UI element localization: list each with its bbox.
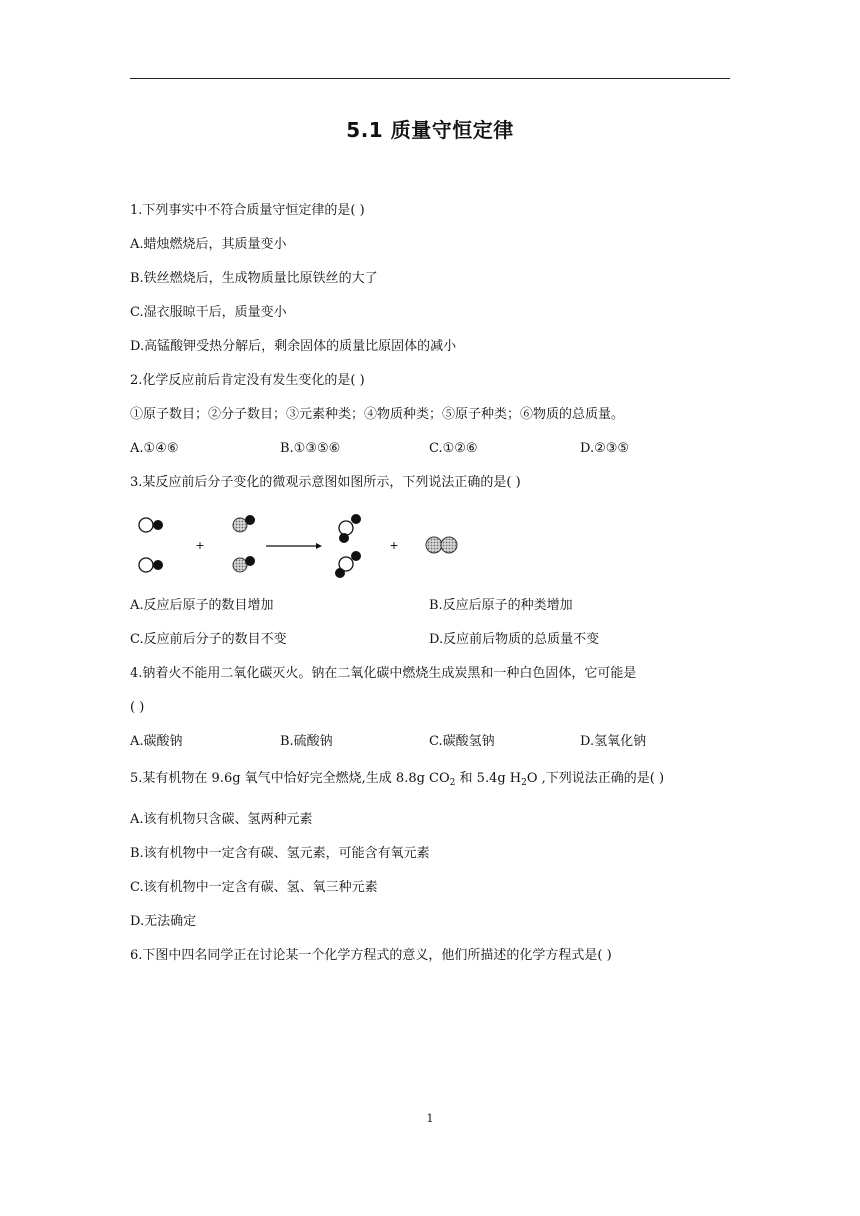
q5-stem bbox=[130, 770, 664, 788]
plus-sign-2: + bbox=[389, 539, 399, 552]
q1-stem: 1.下列事实中不符合质量守恒定律的是( ) bbox=[130, 203, 365, 218]
q5-option-d: D.无法确定 bbox=[130, 914, 197, 929]
q4-option-c: C.碳酸氢钠 bbox=[429, 734, 495, 749]
product-molecule-b bbox=[335, 551, 361, 578]
q5-option-c: C.该有机物中一定含有碳、氢、氧三种元素 bbox=[130, 880, 378, 895]
q5-stem-part-b: 和 5.4g H bbox=[455, 771, 522, 786]
q3-molecule-diagram bbox=[130, 508, 470, 584]
q2-option-c: C.①②⑥ bbox=[429, 441, 478, 456]
q5-stem-part-a: 5.某有机物在 9.6g 氧气中恰好完全燃烧,生成 8.8g CO bbox=[130, 771, 450, 786]
page-title: 5.1 质量守恒定律 bbox=[346, 118, 514, 142]
q2-option-d: D.②③⑤ bbox=[580, 441, 630, 456]
product-molecule-dotted-pair bbox=[426, 537, 457, 553]
q2-statement: ①原子数目；②分子数目；③元素种类；④物质种类；⑤原子种类；⑥物质的总质量。 bbox=[130, 407, 625, 422]
product-molecule-a bbox=[339, 514, 361, 543]
q1-option-c: C.湿衣服晾干后，质量变小 bbox=[130, 305, 287, 320]
q5-option-a: A.该有机物只含碳、氢两种元素 bbox=[130, 812, 313, 827]
q3-stem: 3.某反应前后分子变化的微观示意图如图所示，下列说法正确的是( ) bbox=[130, 475, 521, 490]
plus-sign-1: + bbox=[195, 539, 205, 552]
reaction-arrow bbox=[266, 543, 322, 549]
q5-stem-part-c: O ,下列说法正确的是( ) bbox=[526, 771, 665, 786]
q4-stem-line1: 4.钠着火不能用二氧化碳灭火。钠在二氧化碳中燃烧生成炭黑和一种白色固体，它可能是 bbox=[130, 666, 637, 681]
q2-stem: 2.化学反应前后肯定没有发生变化的是( ) bbox=[130, 373, 365, 388]
q2-option-a: A.①④⑥ bbox=[130, 441, 179, 456]
q5-option-b: B.该有机物中一定含有碳、氢元素，可能含有氧元素 bbox=[130, 846, 430, 861]
q1-option-b: B.铁丝燃烧后，生成物质量比原铁丝的大了 bbox=[130, 271, 378, 286]
q4-option-b: B.硫酸钠 bbox=[280, 734, 333, 749]
q4-option-a: A.碳酸钠 bbox=[130, 734, 183, 749]
q3-option-a: A.反应后原子的数目增加 bbox=[130, 598, 274, 613]
q3-option-d: D.反应前后物质的总质量不变 bbox=[429, 632, 600, 647]
reactant-molecule-2a bbox=[233, 515, 255, 532]
q5-subscript-h2o: 2 bbox=[521, 778, 527, 788]
q6-stem: 6.下图中四名同学正在讨论某一个化学方程式的意义，他们所描述的化学方程式是( ) bbox=[130, 948, 612, 963]
header-rule bbox=[130, 78, 730, 79]
q4-stem-line2: ( ) bbox=[130, 700, 145, 715]
q4-option-d: D.氢氧化钠 bbox=[580, 734, 647, 749]
reactant-molecule-1b bbox=[139, 558, 163, 572]
reactant-molecule-1a bbox=[139, 518, 163, 532]
q3-option-b: B.反应后原子的种类增加 bbox=[429, 598, 573, 613]
q5-subscript-co2: 2 bbox=[449, 778, 456, 788]
page-number: 1 bbox=[426, 1112, 434, 1125]
q3-option-c: C.反应前后分子的数目不变 bbox=[130, 632, 287, 647]
reactant-molecule-2b bbox=[233, 556, 255, 572]
q1-option-a: A.蜡烛燃烧后，其质量变小 bbox=[130, 237, 287, 252]
q2-option-b: B.①③⑤⑥ bbox=[280, 441, 341, 456]
q1-option-d: D.高锰酸钾受热分解后，剩余固体的质量比原固体的减小 bbox=[130, 339, 457, 354]
